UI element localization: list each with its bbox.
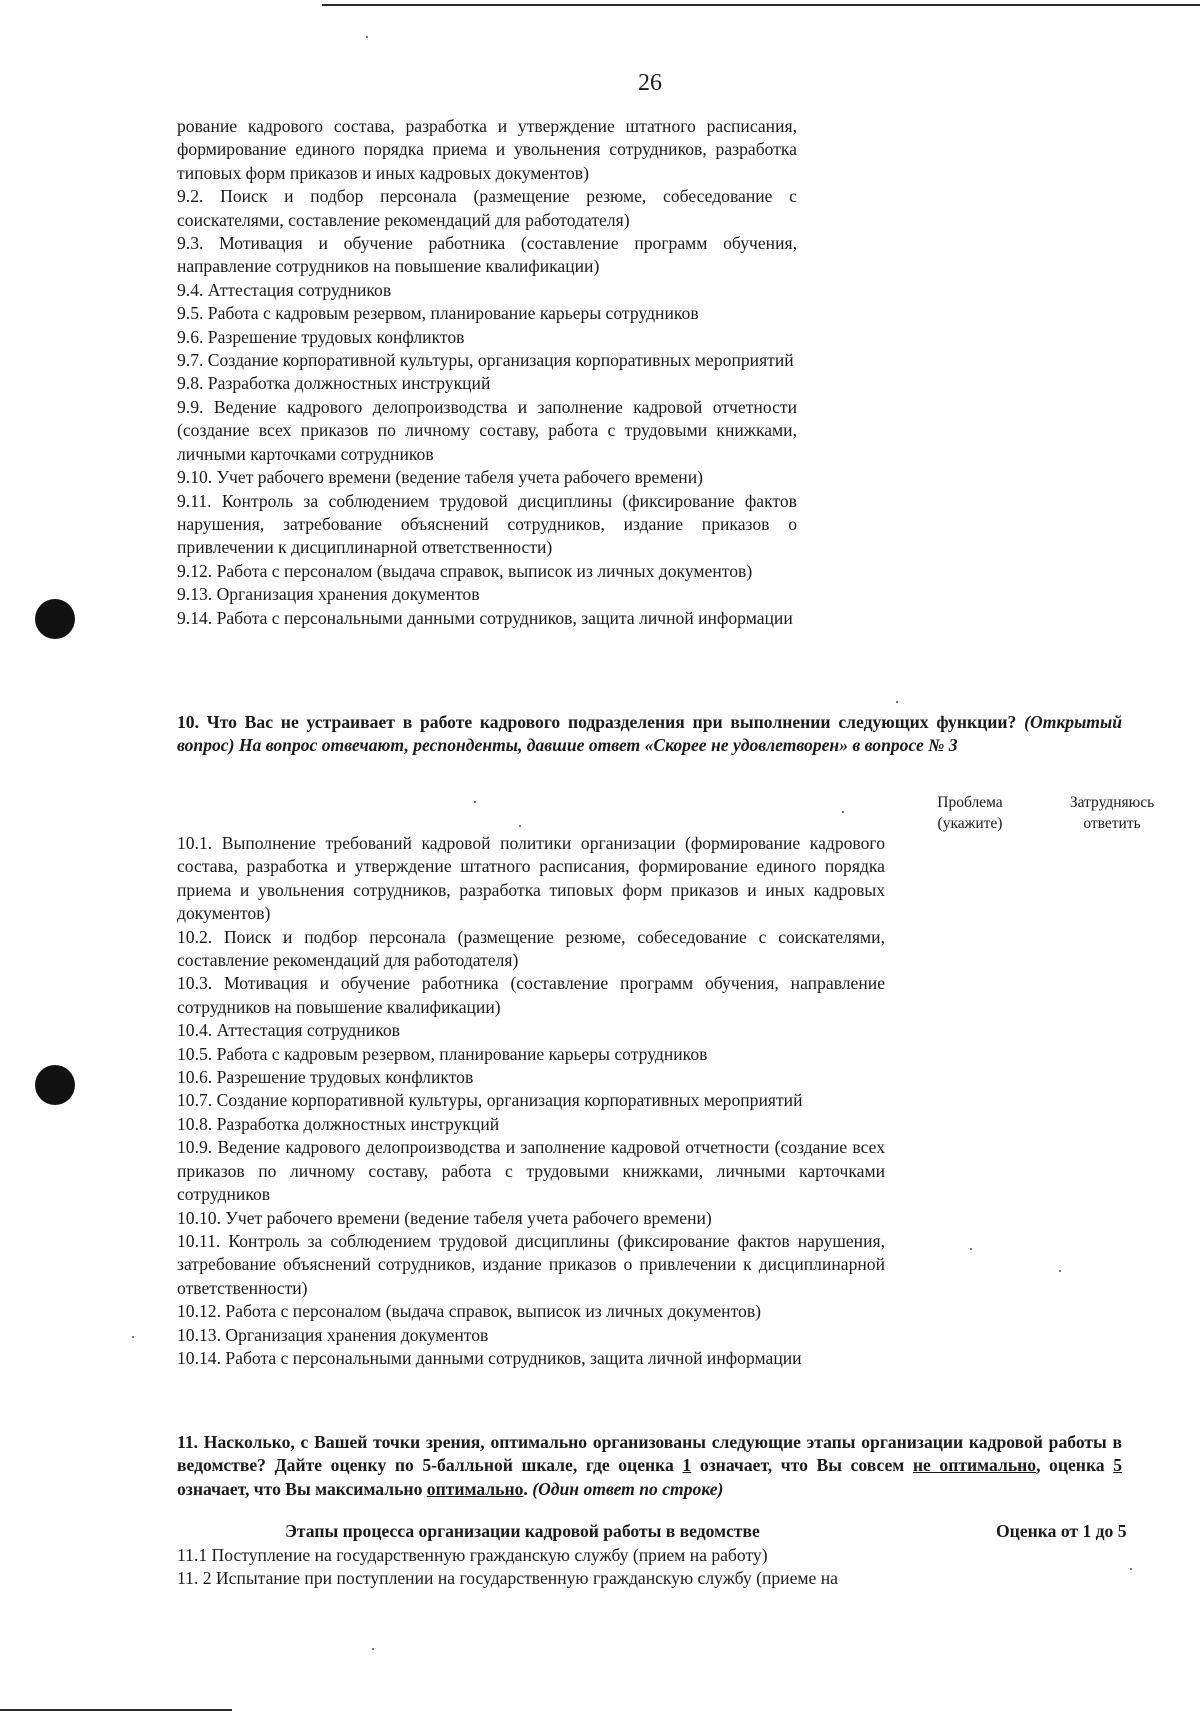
scan-speck (474, 801, 476, 803)
list-item: 10.5. Работа с кадровым резервом, планирование карьеры сотрудников (177, 1043, 708, 1064)
table-row: 11. 2 Испытание при поступлении на государственную гражданскую службу (приеме на (177, 1568, 838, 1589)
list-item: 10.4. Аттестация сотрудников (177, 1020, 400, 1041)
list-item: 10.1. Выполнение требований кадровой политики организации (формирование кадрового состава, разработка и утверждение штатного расписания, формирование единого порядка приема и увольнения сотрудников, разработка типовых форм приказов и иных кадровых документов) (177, 833, 885, 924)
question-instruction: (Открытый вопрос) На вопрос отвечают, респонденты, давшие ответ «Скорее не удовлетворен» в вопросе № 3 (177, 712, 1122, 756)
list-item: 10.8. Разработка должностных инструкций (177, 1113, 500, 1134)
list-item: 10.11. Контроль за соблюдением трудовой дисциплины (фиксирование фактов нарушения, затребование объяснений сотрудников, издание приказов о привлечении к дисциплинарной ответственности) (177, 1230, 885, 1298)
table-header-stages: Этапы процесса организации кадровой работы в ведомстве (285, 1521, 760, 1541)
list-item: 10.3. Мотивация и обучение работника (составление программ обучения, направление сотрудников на повышение квалификации) (177, 973, 885, 1017)
optimal-label: оптимально (426, 1478, 524, 1499)
list-item: 9.7. Создание корпоративной культуры, организация корпоративных мероприятий (177, 350, 794, 371)
scan-speck (842, 811, 844, 813)
list-item: 9.3. Мотивация и обучение работника (составление программ обучения, направление сотрудников на повышение квалификации) (177, 233, 797, 277)
question-text: Что Вас не устраивает в работе кадрового подразделения при выполнении следующих функции? (206, 712, 1017, 732)
list-item: 9.11. Контроль за соблюдением трудовой дисциплины (фиксирование фактов нарушения, затребование объяснений сотрудников, издание приказов о привлечении к дисциплинарной ответственности) (177, 490, 797, 558)
question-10-items (177, 832, 885, 1370)
list-item: 9.9. Ведение кадрового делопроизводства и заполнение кадровой отчетности (создание всех приказов по личному составу, работа с трудовыми книжками, личными карточками сотрудников (177, 396, 797, 464)
list-item: 10.12. Работа с персоналом (выдача справок, выписок из личных документов) (177, 1301, 761, 1322)
list-item: 9.4. Аттестация сотрудников (177, 279, 392, 300)
list-item: рование кадрового состава, разработка и утверждение штатного расписания, формирование единого порядка приема и увольнения сотрудников, разработка типовых форм приказов и иных кадровых документов) (177, 116, 797, 183)
scan-speck (372, 1648, 374, 1650)
bottom-scan-edge-line (0, 1709, 232, 1711)
scan-speck (896, 701, 898, 703)
list-item: 10.13. Организация хранения документов (177, 1324, 489, 1345)
scan-speck (970, 1248, 972, 1250)
scan-speck (1130, 1568, 1132, 1570)
list-item: 10.6. Разрешение трудовых конфликтов (177, 1067, 474, 1088)
question-11-heading: 11. Насколько, с Вашей точки зрения, оптимально организованы следующие этапы организации кадровой работы в ведомстве? Дайте оценку по 5-балльной шкале, где оценка 1 означает, что Вы совсем не оптимально, оценка 5 означает, что Вы максимально оптимально. (Один ответ по строке) (177, 1432, 1123, 1499)
question-instruction: (Один ответ по строке) (532, 1478, 724, 1499)
section-9-list (177, 115, 797, 630)
column-header-problem: Проблема (укажите) (937, 794, 1003, 832)
top-scan-edge-line (322, 4, 1200, 6)
list-item: 9.12. Работа с персоналом (выдача справок, выписок из личных документов) (177, 560, 753, 581)
question-11-items (177, 1544, 957, 1591)
list-item: 9.14. Работа с персональными данными сотрудников, защита личной информации (177, 607, 793, 628)
score-low-value: 1 (682, 1455, 692, 1476)
list-item: 9.2. Поиск и подбор персонала (размещение резюме, собеседование с соискателями, составление рекомендаций для работодателя) (177, 186, 797, 230)
list-item: 10.7. Создание корпоративной культуры, организация корпоративных мероприятий (177, 1090, 803, 1111)
score-high-value: 5 (1113, 1455, 1123, 1476)
list-item: 9.10. Учет рабочего времени (ведение табеля учета рабочего времени) (177, 467, 703, 488)
question-10-heading (177, 711, 1122, 758)
column-header-hard-to-answer: Затрудняюсь ответить (1069, 794, 1155, 832)
question-number: 10. (177, 712, 199, 732)
punch-hole-lower (35, 1065, 75, 1105)
table-row: 11.1 Поступление на государственную гражданскую службу (прием на работу) (177, 1545, 768, 1565)
scan-speck (519, 825, 521, 827)
list-item: 9.6. Разрешение трудовых конфликтов (177, 326, 465, 347)
punch-hole-upper (35, 599, 75, 639)
table-header-score: Оценка от 1 до 5 (996, 1521, 1127, 1541)
list-item: 9.13. Организация хранения документов (177, 584, 480, 605)
not-optimal-label: не оптимально (912, 1455, 1037, 1476)
scan-speck (132, 1336, 134, 1338)
list-item: 10.14. Работа с персональными данными сотрудников, защита личной информации (177, 1347, 802, 1368)
list-item: 10.2. Поиск и подбор персонала (размещение резюме, собеседование с соискателями, составление рекомендаций для работодателя) (177, 926, 885, 971)
list-item: 9.5. Работа с кадровым резервом, планирование карьеры сотрудников (177, 303, 699, 324)
scan-speck (366, 36, 368, 38)
scan-speck (1059, 1270, 1061, 1272)
list-item: 10.10. Учет рабочего времени (ведение табеля учета рабочего времени) (177, 1207, 712, 1228)
list-item: 10.9. Ведение кадрового делопроизводства и заполнение кадровой отчетности (создание всех приказов по личному составу, работа с трудовыми книжками, личными карточками сотрудников (177, 1137, 885, 1205)
list-item: 9.8. Разработка должностных инструкций (177, 373, 491, 394)
page-number: 26 (638, 70, 662, 96)
question-number: 11. (177, 1432, 199, 1452)
